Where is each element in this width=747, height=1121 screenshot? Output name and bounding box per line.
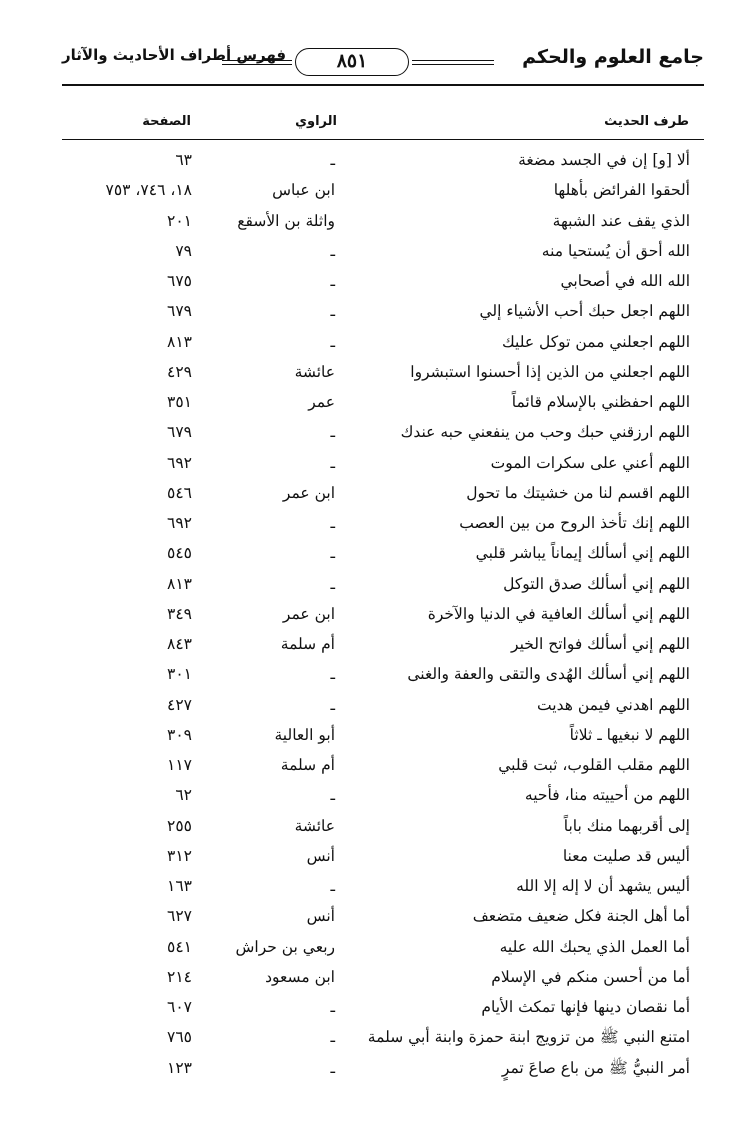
- narrator-name: ـ: [330, 1058, 335, 1077]
- header-rule: [62, 84, 704, 86]
- hadith-text: اللهم إني أسألك الهُدى والتقى والعفة والغنى: [407, 665, 690, 684]
- page-reference: ٧٩: [175, 241, 192, 260]
- hadith-text: إلى أقربهما منك باباً: [563, 816, 690, 835]
- narrator-name: عائشة: [294, 816, 335, 835]
- page-number: ٨٥١: [295, 48, 409, 76]
- hadith-text: اللهم اجعلني ممن توكل عليك: [501, 332, 690, 351]
- page-reference: ٨١٣: [167, 574, 192, 593]
- hadith-text: اللهم اهدني فيمن هديت: [537, 695, 690, 714]
- hadith-text: أما العمل الذي يحبك الله عليه: [499, 937, 690, 956]
- column-header-hadith: طرف الحديث: [604, 114, 689, 129]
- narrator-name: ـ: [330, 514, 335, 532]
- page-reference: ٧٦٥: [167, 1028, 192, 1047]
- table-row: [0, 417, 747, 447]
- page-reference: ٢٠١: [167, 211, 192, 230]
- hadith-text: أما أهل الجنة فكل ضعيف متضعف: [472, 907, 690, 926]
- narrator-name: عائشة: [294, 362, 335, 381]
- table-row: [0, 327, 747, 357]
- page-reference: ٣٤٩: [167, 604, 192, 623]
- hadith-text: ألا [و] إن في الجسد مضغة: [518, 151, 690, 169]
- hadith-text: امتنع النبي ﷺ من تزويج ابنة حمزة وابنة أبي سلمة: [367, 1028, 690, 1047]
- narrator-name: عمر: [308, 393, 335, 411]
- table-row: [0, 448, 747, 478]
- narrator-name: ـ: [330, 332, 335, 351]
- hadith-text: أمر النبيُّ ﷺ من باع صاعَ تمرٍ: [501, 1058, 690, 1077]
- table-row: [0, 841, 747, 871]
- page-reference: ٣٠٩: [167, 725, 192, 744]
- hadith-text: اللهم اجعلني من الذين إذا أحسنوا استبشروا: [410, 362, 690, 381]
- table-row: [0, 932, 747, 962]
- page-reference: ٢١٤: [167, 967, 192, 986]
- index-table: [0, 145, 747, 1083]
- hadith-text: اللهم أعني على سكرات الموت: [490, 453, 690, 472]
- running-header: [62, 40, 704, 84]
- page-reference: ٥٤٥: [167, 544, 192, 563]
- table-row: [0, 478, 747, 508]
- index-title: فهرس أطراف الأحاديث والآثار: [62, 46, 287, 64]
- table-row: [0, 1022, 747, 1052]
- narrator-name: ـ: [330, 302, 335, 321]
- page-reference: ٣٠١: [167, 665, 192, 684]
- table-row: [0, 659, 747, 689]
- narrator-name: ـ: [330, 241, 335, 260]
- hadith-text: اللهم من أحييته منا، فأحيه: [524, 786, 690, 805]
- column-header-narrator: الراوي: [295, 114, 337, 129]
- narrator-name: ـ: [330, 695, 335, 714]
- header-double-rule: [412, 60, 494, 65]
- page-reference: ٦٠٧: [167, 998, 192, 1016]
- table-row: [0, 508, 747, 538]
- hadith-text: اللهم إني أسألك صدق التوكل: [503, 574, 690, 593]
- table-row: [0, 901, 747, 931]
- narrator-name: ـ: [330, 998, 335, 1016]
- table-row: [0, 599, 747, 629]
- page-reference: ٦٧٩: [167, 302, 192, 321]
- table-row: [0, 780, 747, 810]
- hadith-text: الله أحق أن يُستحيا منه: [541, 241, 690, 260]
- table-row: [0, 296, 747, 326]
- page-reference: ٥٤١: [167, 937, 192, 956]
- page-reference: ١١٧: [167, 756, 192, 774]
- page-reference: ٦٩٢: [167, 514, 192, 532]
- page-reference: ٤٢٧: [167, 695, 192, 714]
- hadith-text: أما من أحسن منكم في الإسلام: [491, 967, 690, 986]
- narrator-name: ربعي بن حراش: [235, 937, 335, 956]
- narrator-name: ـ: [330, 877, 335, 895]
- table-row: [0, 538, 747, 568]
- hadith-text: اللهم اقسم لنا من خشيتك ما تحول: [466, 483, 690, 502]
- hadith-text: اللهم إني أسألك فواتح الخير: [511, 635, 690, 653]
- table-row: [0, 750, 747, 780]
- page-reference: ٦٧٩: [167, 423, 192, 442]
- hadith-text: اللهم لا نبغيها ـ ثلاثاً: [569, 725, 690, 744]
- page-reference: ٤٢٩: [167, 362, 192, 381]
- hadith-text: اللهم إنك تأخذ الروح من بين العصب: [459, 514, 690, 532]
- narrator-name: واثلة بن الأسقع: [237, 211, 335, 230]
- hadith-text: الله الله في أصحابي: [560, 272, 690, 290]
- page-reference: ١٦٣: [167, 877, 192, 895]
- narrator-name: ابن عمر: [282, 604, 335, 623]
- table-row: [0, 266, 747, 296]
- table-row: [0, 1053, 747, 1083]
- page-reference: ١٨، ٧٤٦، ٧٥٣: [105, 181, 192, 200]
- page-reference: ٥٤٦: [167, 483, 192, 502]
- narrator-name: ـ: [330, 574, 335, 593]
- book-title: جامع العلوم والحكم: [522, 46, 704, 68]
- page-reference: ٦٢٧: [167, 907, 192, 926]
- page-reference: ٨١٣: [167, 332, 192, 351]
- narrator-name: ابن عمر: [282, 483, 335, 502]
- table-row: [0, 357, 747, 387]
- hadith-text: اللهم ارزقني حبك وحب من ينفعني حبه عندك: [400, 423, 690, 442]
- page-reference: ١٢٣: [167, 1058, 192, 1077]
- narrator-name: ابن عباس: [272, 181, 335, 200]
- narrator-name: أبو العالية: [274, 725, 335, 744]
- narrator-name: أنس: [306, 846, 335, 865]
- page-reference: ٦٩٢: [167, 453, 192, 472]
- narrator-name: ـ: [330, 423, 335, 442]
- table-row: [0, 387, 747, 417]
- narrator-name: ـ: [330, 786, 335, 805]
- table-row: [0, 145, 747, 175]
- hadith-text: اللهم إني أسألك العافية في الدنيا والآخرة: [427, 604, 690, 623]
- page-reference: ٣٥١: [167, 393, 192, 411]
- narrator-name: ـ: [330, 453, 335, 472]
- page-reference: ٦٢: [175, 786, 192, 805]
- table-row: [0, 629, 747, 659]
- narrator-name: ـ: [330, 272, 335, 290]
- table-row: [0, 175, 747, 205]
- page-reference: ٣١٢: [167, 846, 192, 865]
- hadith-text: أليس قد صليت معنا: [562, 846, 690, 865]
- page-reference: ٦٧٥: [167, 272, 192, 290]
- hadith-text: الذي يقف عند الشبهة: [552, 211, 690, 230]
- narrator-name: ـ: [330, 151, 335, 169]
- table-row: [0, 720, 747, 750]
- narrator-name: ـ: [330, 1028, 335, 1047]
- hadith-text: اللهم مقلب القلوب، ثبت قلبي: [498, 756, 690, 774]
- table-row: [0, 992, 747, 1022]
- column-header-rule: [62, 139, 704, 140]
- page-reference: ٦٣: [175, 151, 192, 169]
- page-reference: ٢٥٥: [167, 816, 192, 835]
- table-row: [0, 962, 747, 992]
- hadith-text: ألحقوا الفرائض بأهلها: [553, 181, 690, 200]
- column-header-page: الصفحة: [142, 114, 191, 129]
- table-row: [0, 871, 747, 901]
- hadith-text: أليس يشهد أن لا إله إلا الله: [516, 877, 690, 895]
- page-reference: ٨٤٣: [167, 635, 192, 653]
- table-row: [0, 236, 747, 266]
- table-row: [0, 569, 747, 599]
- hadith-text: أما نقصان دينها فإنها تمكث الأيام: [481, 998, 690, 1016]
- narrator-name: أم سلمة: [280, 635, 335, 653]
- table-row: [0, 811, 747, 841]
- hadith-text: اللهم اجعل حبك أحب الأشياء إلي: [479, 302, 690, 321]
- narrator-name: ابن مسعود: [265, 967, 335, 986]
- hadith-text: اللهم إني أسألك إيماناً يباشر قلبي: [475, 544, 690, 563]
- hadith-text: اللهم احفظني بالإسلام قائماً: [511, 393, 690, 411]
- table-row: [0, 690, 747, 720]
- narrator-name: أنس: [306, 907, 335, 926]
- narrator-name: أم سلمة: [280, 756, 335, 774]
- table-row: [0, 206, 747, 236]
- narrator-name: ـ: [330, 544, 335, 563]
- narrator-name: ـ: [330, 665, 335, 684]
